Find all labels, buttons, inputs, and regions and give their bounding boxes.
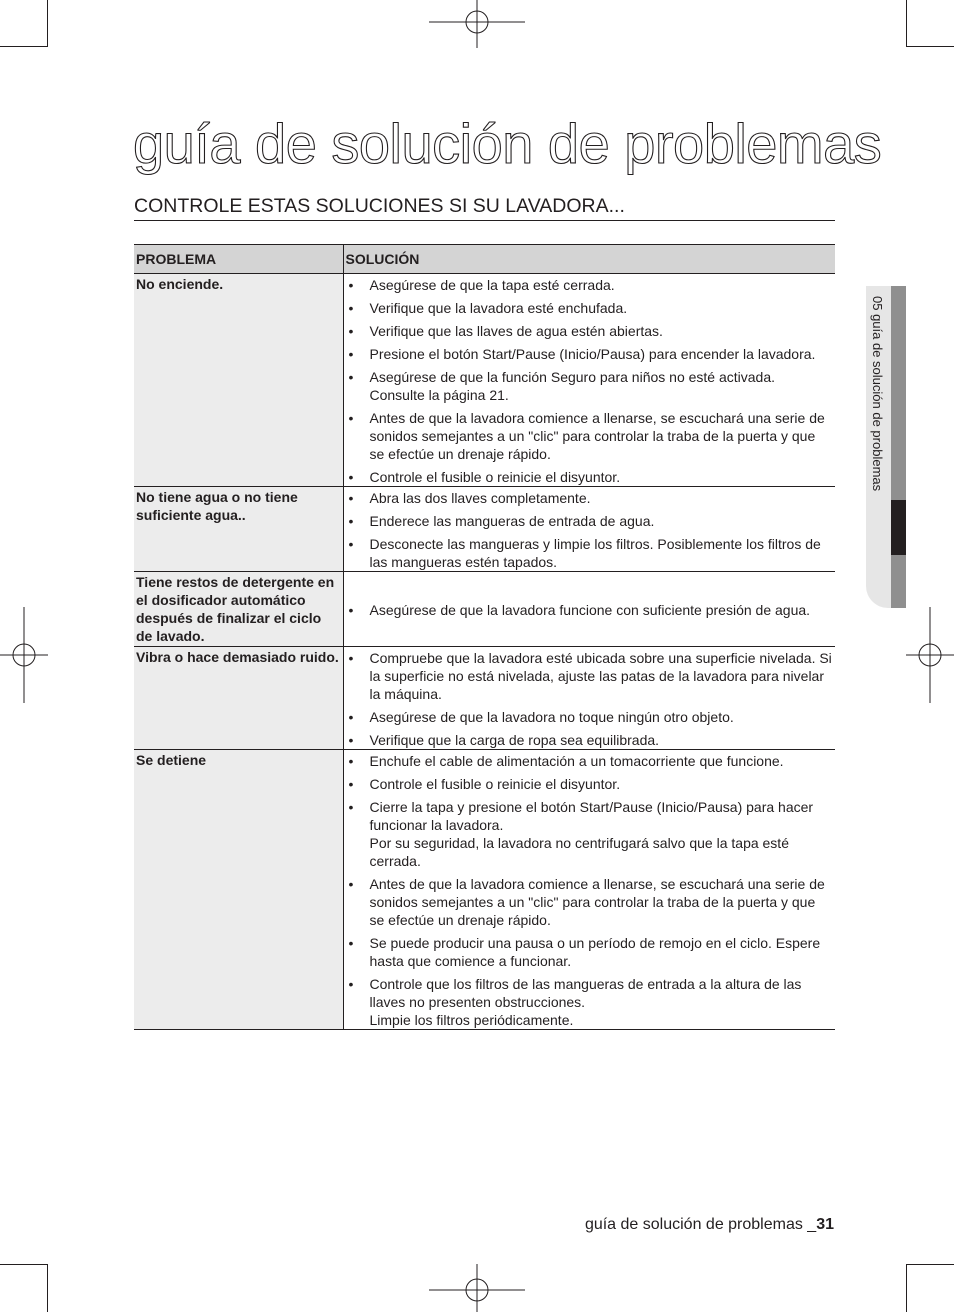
bullet-icon: •	[348, 277, 354, 293]
bullet-icon: •	[348, 369, 354, 385]
registration-mark-bottom	[429, 1264, 525, 1312]
solution-column-header: SOLUCIÓN	[343, 245, 835, 274]
solution-text: Enderece las mangueras de entrada de agua.	[369, 513, 655, 529]
bullet-icon: •	[348, 469, 354, 485]
solution-item	[347, 322, 834, 340]
solution-text: Antes de que la lavadora comience a llenarse, se escuchará una serie de sonidos semejantes a un "clic" para controlar la traba de la puerta y que se efectúe un drenaje rápido.	[369, 410, 825, 462]
table-row	[134, 750, 835, 1030]
crop-mark	[0, 1264, 48, 1265]
bullet-icon: •	[348, 536, 354, 552]
solution-item	[347, 276, 834, 294]
bullet-icon: •	[348, 776, 354, 792]
solution-text: Verifique que la lavadora esté enchufada.	[369, 300, 628, 316]
crop-mark	[906, 1264, 954, 1265]
solution-item	[347, 798, 834, 870]
problem-cell: No enciende.	[134, 274, 343, 487]
table-row	[134, 487, 835, 572]
table-row	[134, 572, 835, 647]
solution-cell	[343, 274, 835, 487]
solution-item	[347, 752, 834, 770]
bullet-icon: •	[348, 709, 354, 725]
crop-mark	[906, 46, 954, 47]
solution-item	[347, 708, 834, 726]
solution-text: Asegúrese de que la tapa esté cerrada.	[369, 277, 615, 293]
crop-mark	[906, 1264, 907, 1312]
solution-text: Compruebe que la lavadora esté ubicada sobre una superficie nivelada. Si la superficie no está nivelada, ajuste las patas de la lavadora para nivelar la máquina.	[369, 650, 832, 702]
solution-text: Controle el fusible o reinicie el disyuntor.	[369, 469, 621, 485]
page-number: 31	[816, 1216, 834, 1233]
solution-item	[347, 975, 834, 1029]
bullet-icon: •	[348, 732, 354, 748]
solution-text: Limpie los filtros periódicamente.	[369, 1012, 574, 1028]
solution-text: Verifique que la carga de ropa sea equilibrada.	[369, 732, 660, 748]
crop-mark	[47, 0, 48, 47]
solution-text: Enchufe el cable de alimentación a un tomacorriente que funcione.	[369, 753, 784, 769]
solution-list	[347, 601, 834, 619]
chapter-tab-strip	[891, 286, 906, 608]
section-title: CONTROLE ESTAS SOLUCIONES SI SU LAVADORA...	[134, 193, 835, 221]
solution-item	[347, 934, 834, 970]
bullet-icon: •	[348, 410, 354, 426]
solution-text: Asegúrese de que la lavadora funcione con suficiente presión de agua.	[369, 602, 811, 618]
table-body	[134, 274, 835, 1030]
bullet-icon: •	[348, 935, 354, 951]
bullet-icon: •	[348, 346, 354, 362]
solution-item	[347, 649, 834, 703]
bullet-icon: •	[348, 490, 354, 506]
solution-list	[347, 752, 834, 1029]
solution-item	[347, 368, 834, 404]
solution-text: Abra las dos llaves completamente.	[369, 490, 591, 506]
bullet-icon: •	[348, 799, 354, 815]
solution-text: Antes de que la lavadora comience a llenarse, se escuchará una serie de sonidos semejantes a un "clic" para controlar la traba de la puerta y que se efectúe un drenaje rápido.	[369, 876, 825, 928]
table-row	[134, 647, 835, 750]
solution-item	[347, 512, 834, 530]
solution-item	[347, 489, 834, 507]
solution-text: Controle el fusible o reinicie el disyuntor.	[369, 776, 621, 792]
bullet-icon: •	[348, 300, 354, 316]
solution-item	[347, 299, 834, 317]
page-footer	[585, 1216, 834, 1234]
crop-mark	[0, 46, 48, 47]
solution-item	[347, 409, 834, 463]
problem-cell: No tiene agua o no tiene suficiente agua..	[134, 487, 343, 572]
solution-item	[347, 468, 834, 486]
bullet-icon: •	[348, 650, 354, 666]
footer-label: guía de solución de problemas _	[584, 1216, 817, 1233]
bullet-icon: •	[348, 602, 354, 618]
page-title: guía de solución de problemas	[133, 112, 882, 175]
solution-text: Cierre la tapa y presione el botón Start/Pause (Inicio/Pausa) para hacer funcionar la lavadora.	[369, 799, 814, 833]
solution-item	[347, 775, 834, 793]
solution-list	[347, 276, 834, 486]
solution-cell	[343, 750, 835, 1030]
solution-text: Desconecte las mangueras y limpie los filtros. Posiblemente los filtros de las mangueras estén tapados.	[369, 536, 821, 570]
solution-text: Verifique que las llaves de agua estén abiertas.	[369, 323, 663, 339]
registration-mark-top	[429, 0, 525, 48]
solution-item	[347, 875, 834, 929]
table-header-row	[134, 245, 835, 274]
bullet-icon: •	[348, 876, 354, 892]
problem-cell: Tiene restos de detergente en el dosificador automático después de finalizar el ciclo de lavado.	[134, 572, 343, 647]
bullet-icon: •	[348, 323, 354, 339]
problem-cell: Vibra o hace demasiado ruido.	[134, 647, 343, 750]
problem-column-header: PROBLEMA	[134, 245, 343, 274]
solution-text: Se puede producir una pausa o un período de remojo en el ciclo. Espere hasta que comience a funcionar.	[369, 935, 821, 969]
chapter-tab-label: 05 guía de solución de problemas	[870, 296, 885, 492]
bullet-icon: •	[348, 513, 354, 529]
solution-cell	[343, 647, 835, 750]
crop-mark	[47, 1264, 48, 1312]
solution-text: Asegúrese de que la lavadora no toque ningún otro objeto.	[369, 709, 734, 725]
solution-list	[347, 649, 834, 749]
bullet-icon: •	[348, 753, 354, 769]
solution-text: Por su seguridad, la lavadora no centrifugará salvo que la tapa esté cerrada.	[369, 835, 789, 869]
solution-item	[347, 601, 834, 619]
bullet-icon: •	[348, 976, 354, 992]
problem-cell: Se detiene	[134, 750, 343, 1030]
solution-text: Presione el botón Start/Pause (Inicio/Pausa) para encender la lavadora.	[369, 346, 816, 362]
registration-mark-right	[906, 607, 954, 703]
troubleshooting-table	[134, 244, 835, 1030]
table-row	[134, 274, 835, 487]
solution-item	[347, 731, 834, 749]
solution-item	[347, 535, 834, 571]
solution-text: Controle que los filtros de las mangueras de entrada a la altura de las llaves no presenten obstrucciones.	[369, 976, 802, 1010]
solution-text: Asegúrese de que la función Seguro para niños no esté activada. Consulte la página 21.	[369, 369, 776, 403]
solution-cell	[343, 487, 835, 572]
solution-cell	[343, 572, 835, 647]
solution-list	[347, 489, 834, 571]
crop-mark	[906, 0, 907, 47]
chapter-tab-marker	[891, 500, 906, 555]
solution-item	[347, 345, 834, 363]
registration-mark-left	[0, 607, 48, 703]
